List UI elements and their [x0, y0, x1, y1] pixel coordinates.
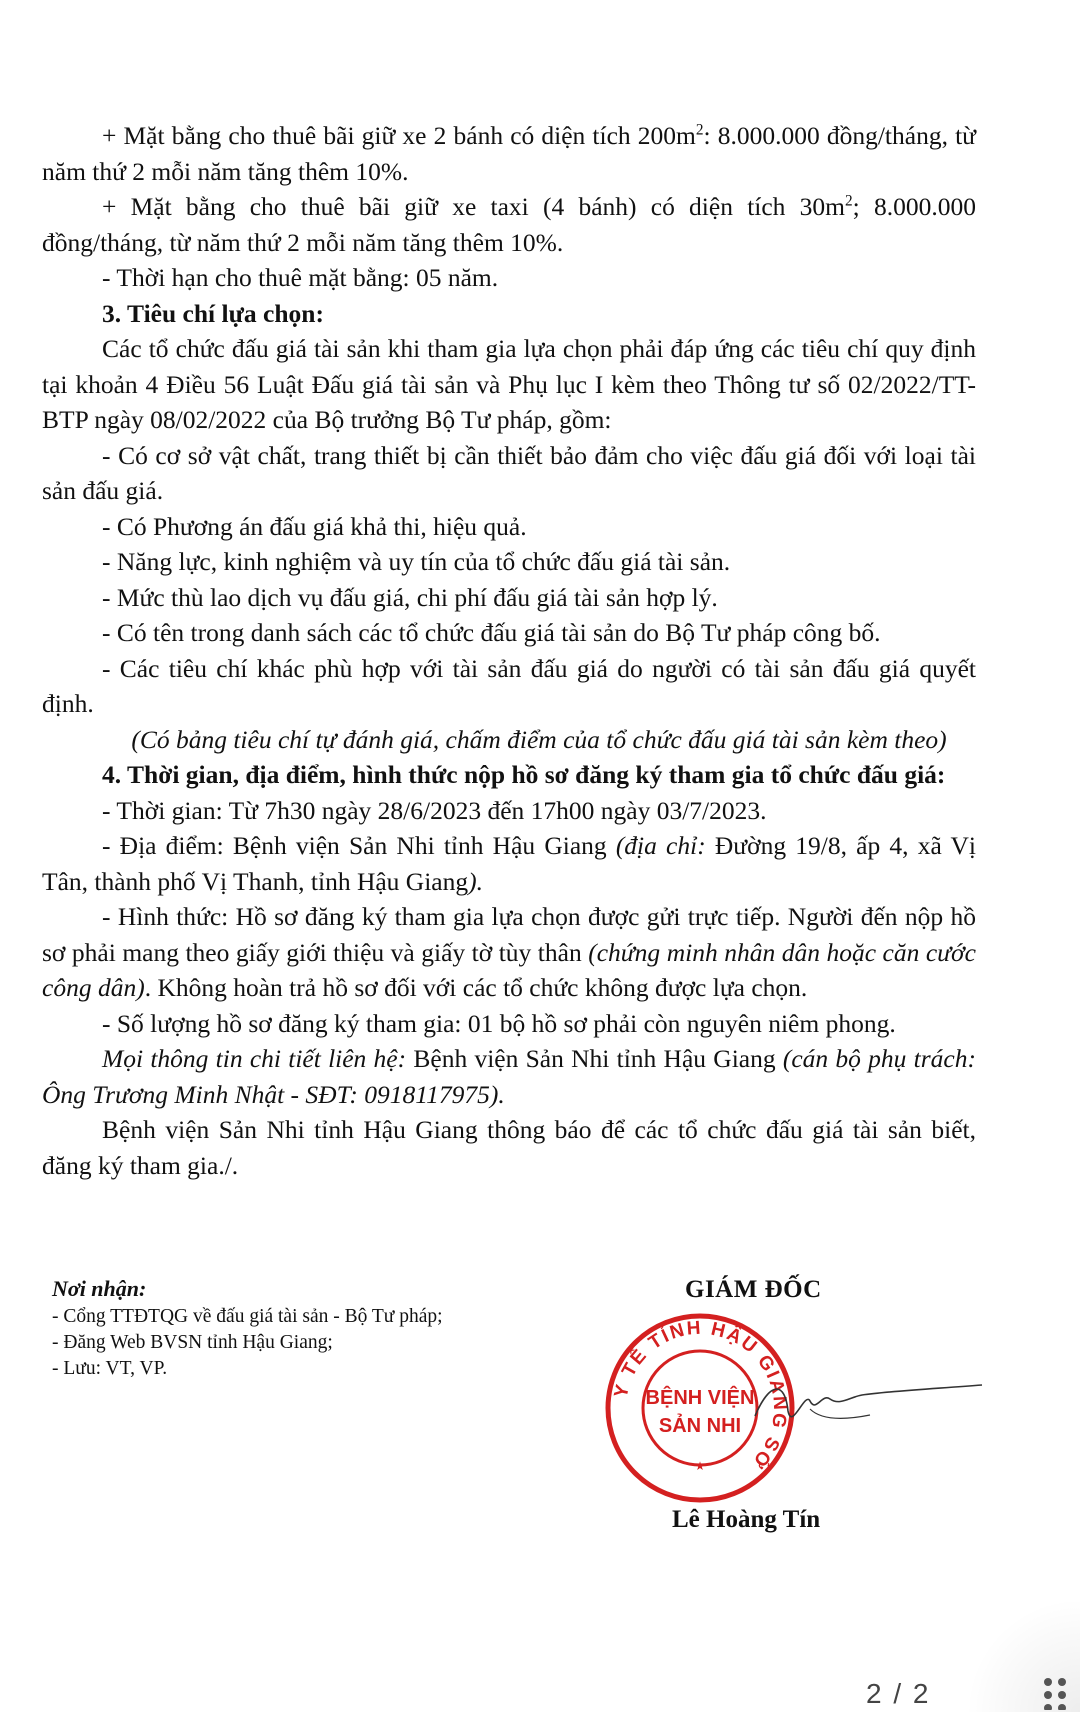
svg-text:★: ★	[694, 1459, 706, 1473]
criteria-item: - Có cơ sở vật chất, trang thiết bị cần thiết bảo đảm cho việc đấu giá đối với loại tài sản đấu giá.	[42, 440, 976, 505]
criteria-item: - Năng lực, kinh nghiệm và uy tín của tổ chức đấu giá tài sản.	[102, 547, 731, 576]
criteria-item: - Có Phương án đấu giá khả thi, hiệu quả.	[102, 511, 527, 541]
paragraph-lease-term: - Thời hạn cho thuê mặt bằng: 05 năm.	[102, 263, 499, 292]
recipients-block	[52, 1276, 572, 1382]
criteria-item: - Có tên trong danh sách các tổ chức đấu giá tài sản do Bộ Tư pháp công bố.	[102, 618, 881, 647]
contact-info: Mọi thông tin chi tiết liên hệ: Bệnh viện Sản Nhi tỉnh Hậu Giang (cán bộ phụ trách: Ông Trương Minh Nhật - SĐT: 0918117975).	[42, 1044, 976, 1109]
submission-place: - Địa điểm: Bệnh viện Sản Nhi tỉnh Hậu Giang (địa chỉ: Đường 19/8, ấp 4, xã Vị Tân, thành phố Vị Thanh, tỉnh Hậu Giang).	[42, 831, 976, 896]
signature-title: GIÁM ĐỐC	[685, 1276, 822, 1303]
criteria-item: - Các tiêu chí khác phù hợp với tài sản đấu giá do người có tài sản đấu giá quyết định.	[42, 653, 976, 718]
section-4-heading: 4. Thời gian, địa điểm, hình thức nộp hồ sơ đăng ký tham gia tổ chức đấu giá:	[102, 760, 946, 789]
criteria-note: (Có bảng tiêu chí tự đánh giá, chấm điểm của tổ chức đấu giá tài sản kèm theo)	[131, 724, 947, 754]
paragraph-parking-taxi: + Mặt bằng cho thuê bãi giữ xe taxi (4 bánh) có diện tích $30m^2$; 8.000.000 đồng/tháng, từ năm thứ 2 mỗi năm tăng thêm 10%.	[42, 192, 976, 257]
page-indicator: 2 / 2	[866, 1678, 931, 1709]
section-3-heading: 3. Tiêu chí lựa chọn:	[102, 298, 324, 328]
criteria-item: - Mức thù lao dịch vụ đấu giá, chi phí đấu giá tài sản hợp lý.	[102, 582, 718, 612]
document-body	[42, 118, 976, 1183]
recipient-item: - Lưu: VT, VP.	[52, 1358, 168, 1379]
grid-dots-icon[interactable]	[1040, 1676, 1070, 1710]
handwritten-signature	[750, 1371, 990, 1441]
section-3-intro: Các tổ chức đấu giá tài sản khi tham gia lựa chọn phải đáp ứng các tiêu chí quy định tại khoản 4 Điều 56 Luật Đấu giá tài sản và Phụ lục I kèm theo Thông tư số 02/2022/TT-BTP ngày 08/02/2022 của Bộ trưởng Bộ Tư pháp, gồm:	[42, 334, 976, 434]
seal-center-line1: BỆNH VIỆN	[645, 1387, 755, 1409]
submission-time: - Thời gian: Từ 7h30 ngày 28/6/2023 đến 17h00 ngày 03/7/2023.	[102, 795, 767, 825]
closing-statement: Bệnh viện Sản Nhi tỉnh Hậu Giang thông báo để các tổ chức đấu giá tài sản biết, đăng ký tham gia./.	[42, 1115, 976, 1180]
seal-center-line2: SẢN NHI	[658, 1415, 742, 1437]
signature-block	[600, 1276, 1040, 1576]
submission-quantity: - Số lượng hồ sơ đăng ký tham gia: 01 bộ hồ sơ phải còn nguyên niêm phong.	[102, 1008, 896, 1038]
signer-name: Lê Hoàng Tín	[672, 1506, 821, 1533]
recipient-item: - Cổng TTĐTQG về đấu giá tài sản - Bộ Tư pháp;	[52, 1306, 443, 1327]
recipients-title: Nơi nhận:	[52, 1276, 147, 1301]
paragraph-parking-2-wheel: + Mặt bằng cho thuê bãi giữ xe 2 bánh có diện tích $200m^2$: 8.000.000 đồng/tháng, từ năm thứ 2 mỗi năm tăng thêm 10%.	[42, 121, 976, 186]
submission-form: - Hình thức: Hồ sơ đăng ký tham gia lựa chọn được gửi trực tiếp. Người đến nộp hồ sơ phải mang theo giấy giới thiệu và giấy tờ tùy thân (chứng minh nhân dân hoặc căn cước công dân). Không hoàn trả hồ sơ đối với các tổ chức không được lựa chọn.	[42, 902, 976, 1002]
recipient-item: - Đăng Web BVSN tỉnh Hậu Giang;	[52, 1332, 333, 1353]
seal-ring-text: Y TẾ TỈNH HẬU GIANG SỞ	[610, 1317, 791, 1474]
